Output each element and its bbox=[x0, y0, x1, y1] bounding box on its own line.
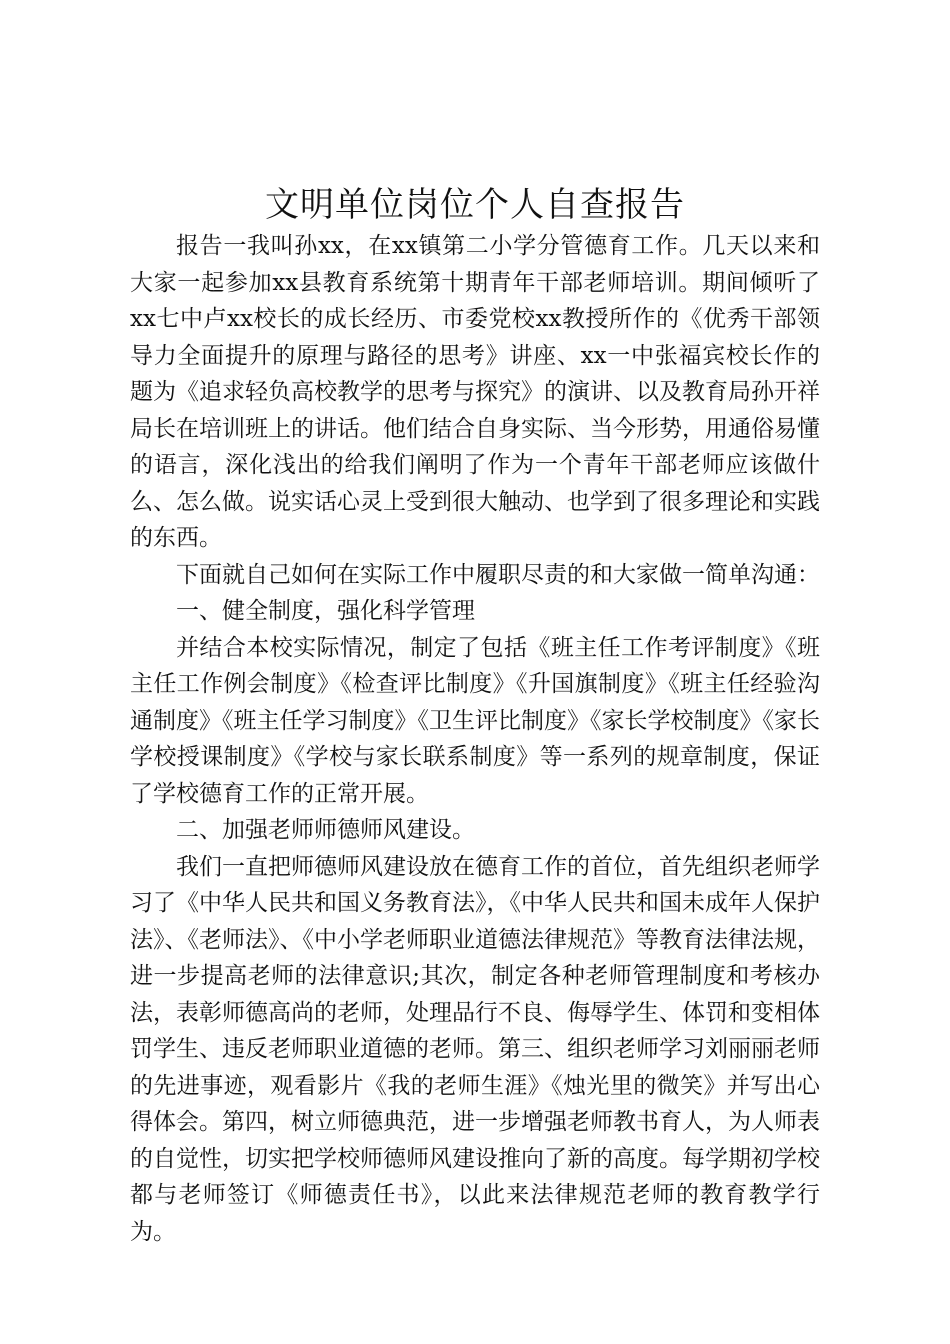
document-body bbox=[130, 228, 820, 1250]
document-title: 文明单位岗位个人自查报告 bbox=[265, 185, 685, 225]
section-heading-2: 二、加强老师师德师风建设。 bbox=[176, 817, 475, 843]
paragraph-intro: 报告一我叫孙xx，在xx镇第二小学分管德育工作。几天以来和大家一起参加xx县教育系统第十期青年干部老师培训。期间倾听了xx七中卢xx校长的成长经历、市委党校xx教授所作的《优秀干部领导力全面提升的原理与路径的思考》讲座、xx一中张福宾校长作的题为《追求轻负高校教学的思考与探究》的演讲、以及教育局孙开祥局长在培训班上的讲话。他们结合自身实际、当今形势，用通俗易懂的语言，深化浅出的给我们阐明了作为一个青年干部老师应该做什么、怎么做。说实话心灵上受到很大触动、也学到了很多理论和实践的东西。 bbox=[130, 233, 820, 551]
paragraph-ethics: 我们一直把师德师风建设放在德育工作的首位，首先组织老师学习了《中华人民共和国义务教育法》，《中华人民共和国未成年人保护法》、《老师法》、《中小学老师职业道德法律规范》等教育法律法规，进一步提高老师的法律意识;其次，制定各种老师管理制度和考核办法，表彰师德高尚的老师，处理品行不良、侮辱学生、体罚和变相体罚学生、违反老师职业道德的老师。第三、组织老师学习刘丽丽老师的先进事迹，观看影片《我的老师生涯》《烛光里的微笑》并写出心得体会。第四，树立师德典范，进一步增强老师教书育人，为人师表的自觉性，切实把学校师德师风建设推向了新的高度。每学期初学校都与老师签订《师德责任书》，以此来法律规范老师的教育教学行为。 bbox=[130, 853, 820, 1245]
section-heading-1: 一、健全制度，强化科学管理 bbox=[176, 598, 475, 624]
paragraph-transition: 下面就自己如何在实际工作中履职尽责的和大家做一简单沟通： bbox=[176, 561, 820, 588]
paragraph-rules: 并结合本校实际情况，制定了包括《班主任工作考评制度》《班主任工作例会制度》《检查评比制度》《升国旗制度》《班主任经验沟通制度》《班主任学习制度》《卫生评比制度》《家长学校制度》《家长学校授课制度》《学校与家长联系制度》等一系列的规章制度，保证了学校德育工作的正常开展。 bbox=[130, 634, 820, 807]
